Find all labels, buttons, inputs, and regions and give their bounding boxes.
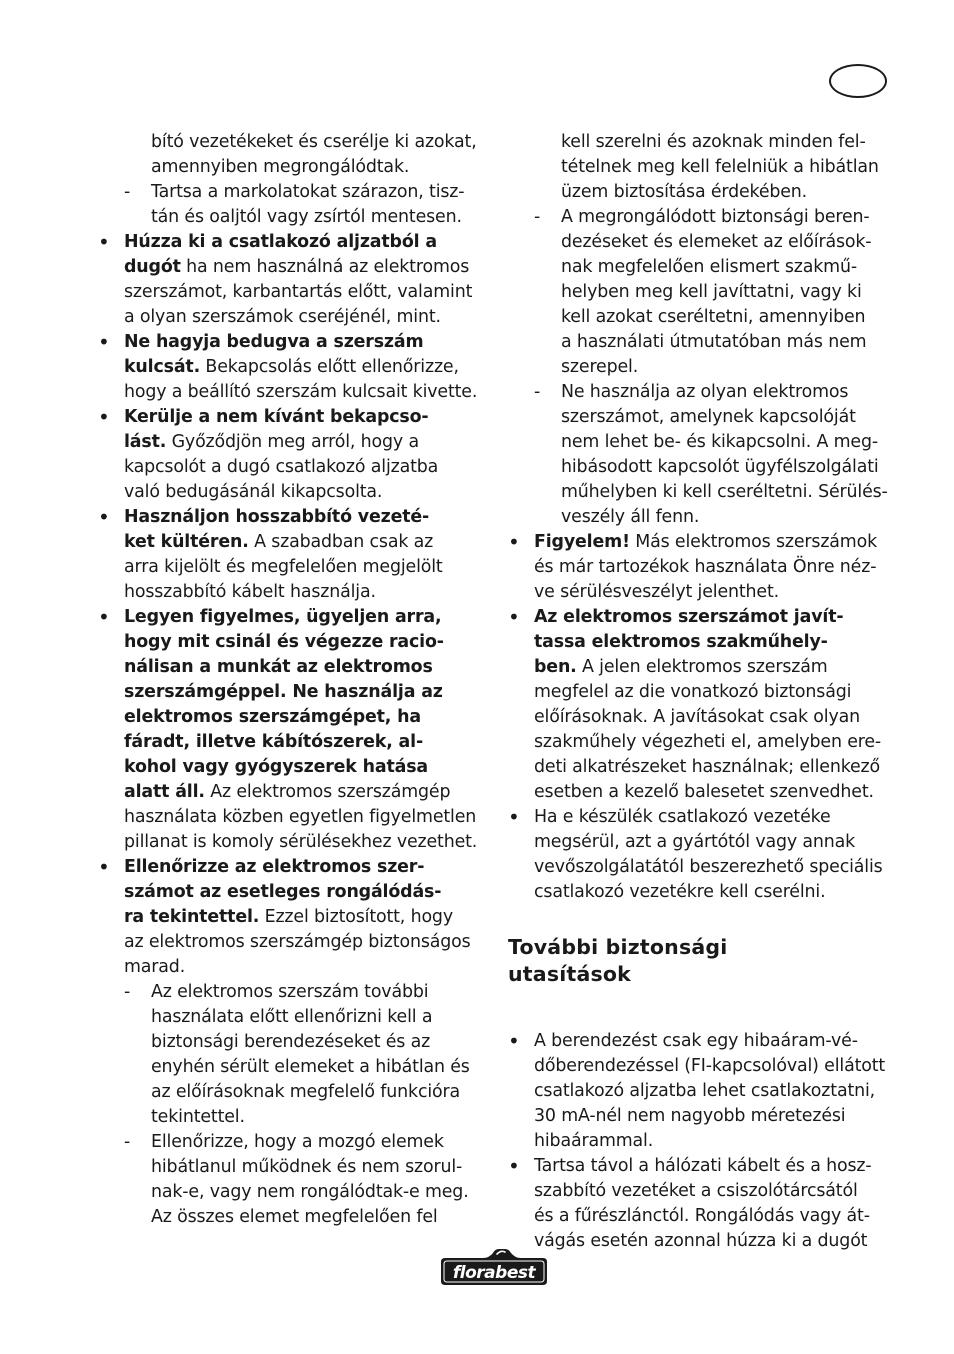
text-run: hosszabbító kábelt használja. [124,582,376,602]
text-line [534,780,898,805]
bullet-item [98,605,490,855]
left-column [98,130,490,1230]
text-run: dezéseket és elemeket az előírások- [561,232,872,252]
dash-marker: - [534,382,541,402]
text-line [561,305,898,330]
text-line [151,1155,490,1180]
dash-marker: - [124,982,131,1002]
bold-run: lást. [124,432,167,452]
text-line [151,1130,490,1155]
text-run: marad. [124,957,186,977]
dash-marker: - [534,207,541,227]
text-run: hibásodott kapcsolót ügyfélszolgálati [561,457,879,477]
text-line [124,780,490,805]
text-run: Ellenőrizze, hogy a mozgó elemek [151,1132,444,1152]
text-run: a használati útmutatóban más nem [561,332,867,352]
text-line [151,130,490,155]
bold-run: Használjon hosszabbító vezeté- [124,507,430,527]
text-line [561,230,898,255]
text-run: Az elektromos szerszám további [151,982,429,1002]
continued-paragraph [508,130,898,205]
text-run: előírásoknak. A javításokat csak olyan [534,707,860,727]
text-line [124,605,490,630]
text-line [124,630,490,655]
text-line [124,580,490,605]
text-run: üzem biztosítása érdekében. [561,182,808,202]
text-run: csatlakozó vezetékre kell cserélni. [534,882,826,902]
text-run: Tartsa a markolatokat szárazon, tisz- [151,182,465,202]
text-run: További biztonsági [508,935,728,959]
florabest-logo [439,1247,551,1287]
bullet-marker: • [508,1029,520,1053]
text-run: A megrongálódott biztonsági beren- [561,207,870,227]
dash-item [98,1130,490,1230]
text-line [534,755,898,780]
text-line [534,1079,898,1104]
bullet-marker: • [98,405,110,429]
text-run: kapcsolót a dugó csatlakozó aljzatba [124,457,439,477]
bold-run: Figyelem! [534,532,630,552]
text-run: Tartsa távol a hálózati kábelt és a hosz- [534,1156,872,1176]
text-line [124,230,490,255]
text-line [124,880,490,905]
text-run: megfelel az die vonatkozó biztonsági [534,682,852,702]
bold-run: ket kültéren. [124,532,249,552]
dash-item [98,980,490,1130]
dash-marker: - [124,1132,131,1152]
text-run: hibaárammal. [534,1131,654,1151]
text-run: használata közben egyetlen figyelmetlen [124,807,477,827]
bullet-item [508,805,898,905]
text-line [534,655,898,680]
bold-run: elektromos szerszámgépet, ha [124,707,421,727]
dash-marker: - [124,182,131,202]
text-line [534,555,898,580]
text-line [561,405,898,430]
text-run: a olyan szerszámok cseréjénél, mint. [124,307,441,327]
text-run: szabbító vezetéket a csiszolótárcsától [534,1181,858,1201]
text-run: pillanat is komoly sérülésekhez vezethet. [124,832,478,852]
text-line [561,280,898,305]
text-line [534,880,898,905]
text-line [124,430,490,455]
text-line [151,1205,490,1230]
text-run: szerepel. [561,357,639,377]
text-run: ve sérülésveszélyt jelenthet. [534,582,780,602]
text-run: veszély áll fenn. [561,507,700,527]
text-line [124,830,490,855]
text-line [124,805,490,830]
bullet-item [98,855,490,980]
text-line [534,1029,898,1054]
text-line [124,555,490,580]
bullet-marker: • [98,855,110,879]
text-run: utasítások [508,962,632,986]
right-column [508,130,898,1254]
text-run: Ezzel biztosított, hogy [259,907,453,927]
text-run: Az összes elemet megfelelően fel [151,1207,438,1227]
text-line [534,605,898,630]
text-run: tán és oaljtól vagy zsírtól mentesen. [151,207,462,227]
text-run: és már tartozékok használata Önre néz- [534,557,877,577]
text-run: és a fűrészlánctól. Rongálódás vagy át- [534,1206,870,1226]
bullet-marker: • [98,330,110,354]
text-run: megsérül, azt a gyártótól vagy annak [534,832,856,852]
text-line [534,855,898,880]
bold-run: Ne hagyja bedugva a szerszám [124,332,424,352]
bold-run: nálisan a munkát az elektromos [124,657,433,677]
text-line [151,1180,490,1205]
bold-run: számot az esetleges rongálódás- [124,882,442,902]
bold-run: kulcsát. [124,357,201,377]
text-run: helyben meg kell javíttatni, vagy ki [561,282,862,302]
text-line [151,205,490,230]
logo-text: florabest [452,1263,536,1283]
text-run: ha nem használná az elektromos [180,257,470,277]
text-line [508,934,898,961]
text-run: A jelen elektromos szerszám [576,657,828,677]
text-line [124,380,490,405]
text-run: 30 mA-nél nem nagyobb méretezési [534,1106,846,1126]
text-line [124,730,490,755]
bullet-marker: • [98,505,110,529]
bullet-marker: • [508,605,520,629]
text-line [124,755,490,780]
text-line [534,1179,898,1204]
text-line [561,380,898,405]
text-run: csatlakozó aljzatba lehet csatlakoztatni, [534,1081,876,1101]
text-run: Győződjön meg arról, hogy a [166,432,419,452]
text-run: hibátlanul működnek és nem szorul- [151,1157,463,1177]
text-line [561,455,898,480]
text-run: A berendezést csak egy hibaáram-vé- [534,1031,858,1051]
text-line [561,205,898,230]
text-line [534,630,898,655]
dash-item [98,180,490,230]
bullet-item [98,505,490,605]
text-line [561,355,898,380]
text-line [151,1005,490,1030]
text-line [561,130,898,155]
section-heading [508,934,898,988]
language-badge [829,64,887,98]
text-run: nak-e, vagy nem rongálódtak-e meg. [151,1182,469,1202]
text-run: amennyiben megrongálódtak. [151,157,410,177]
text-line [534,830,898,855]
text-run: Az elektromos szerszámgép [204,782,451,802]
text-run: esetben a kezelő balesetet szenvedhet. [534,782,874,802]
text-run: arra kijelölt és megfelelően megjelölt [124,557,443,577]
text-line [561,430,898,455]
bold-run: tassa elektromos szakműhely- [534,632,828,652]
text-run: használata előtt ellenőrizni kell a [151,1007,433,1027]
text-run: kell szerelni és azoknak minden fel- [561,132,866,152]
text-run: vágás esetén azonnal húzza ki a dugót [534,1231,868,1251]
text-run: szakműhely végezheti el, amelyben ere- [534,732,882,752]
bullet-marker: • [98,230,110,254]
text-line [534,1204,898,1229]
text-line [534,530,898,555]
text-run: kell azokat cseréltetni, amennyiben [561,307,866,327]
bullet-marker: • [508,530,520,554]
bold-run: Kerülje a nem kívánt bekapcso- [124,407,429,427]
text-line [124,455,490,480]
text-line [124,330,490,355]
bold-run: Az elektromos szerszámot javít- [534,607,844,627]
dash-item [508,205,898,380]
text-line [151,155,490,180]
dash-item [508,380,898,530]
text-line [561,480,898,505]
text-line [124,655,490,680]
text-run: az elektromos szerszámgép biztonságos [124,932,471,952]
bullet-item [508,1154,898,1254]
text-run: biztonsági berendezéseket és az [151,1032,431,1052]
bullet-item [98,230,490,330]
text-run: bító vezetékeket és cserélje ki azokat, [151,132,477,152]
text-run: dőberendezéssel (FI-kapcsolóval) ellátott [534,1056,886,1076]
bold-run: fáradt, illetve kábítószerek, al- [124,732,424,752]
text-line [124,505,490,530]
text-line [124,905,490,930]
text-run: műhelyben ki kell cseréltetni. Sérülés- [561,482,888,502]
text-line [534,805,898,830]
bullet-item [508,605,898,805]
text-line [151,1055,490,1080]
bold-run: szerszámgéppel. Ne használja az [124,682,443,702]
text-line [561,180,898,205]
text-line [124,855,490,880]
text-line [124,705,490,730]
text-line [151,1080,490,1105]
text-line [534,1154,898,1179]
text-line [151,980,490,1005]
text-line [124,355,490,380]
text-line [534,705,898,730]
text-run: Bekapcsolás előtt ellenőrizze, [200,357,459,377]
text-line [561,330,898,355]
text-line [534,1054,898,1079]
text-run: az előírásoknak megfelelő funkcióra [151,1082,461,1102]
bold-run: dugót [124,257,181,277]
text-line [124,680,490,705]
text-run: tételnek meg kell felelniük a hibátlan [561,157,879,177]
text-run: Ne használja az olyan elektromos [561,382,849,402]
bold-run: Legyen figyelmes, ügyeljen arra, [124,607,442,627]
bold-run: alatt áll. [124,782,205,802]
bullet-item [508,530,898,605]
bold-run: Ellenőrizze az elektromos szer- [124,857,425,877]
text-run: enyhén sérült elemeket a hibátlan és [151,1057,470,1077]
text-run: Ha e készülék csatlakozó vezetéke [534,807,831,827]
text-run: való bedugásánál kikapcsolta. [124,482,383,502]
text-line [534,580,898,605]
text-line [124,255,490,280]
text-line [534,1229,898,1254]
bullet-marker: • [508,805,520,829]
bold-run: ra tekintettel. [124,907,260,927]
bullet-item [508,1029,898,1154]
text-line [124,405,490,430]
text-line [561,155,898,180]
bold-run: Húzza ki a csatlakozó aljzatból a [124,232,437,252]
text-line [151,180,490,205]
bullet-marker: • [508,1154,520,1178]
text-line [124,955,490,980]
bullet-marker: • [98,605,110,629]
text-run: tekintettel. [151,1107,245,1127]
text-line [561,505,898,530]
text-run: szerszámot, amelynek kapcsolóját [561,407,856,427]
text-run: szerszámot, karbantartás előtt, valamint [124,282,473,302]
text-line [124,305,490,330]
bullet-item [98,330,490,405]
text-line [534,730,898,755]
text-run: hogy a beállító szerszám kulcsait kivette. [124,382,478,402]
text-line [561,255,898,280]
text-line [534,680,898,705]
text-line [124,280,490,305]
bold-run: hogy mit csinál és végezze racio- [124,632,444,652]
continued-paragraph [98,130,490,180]
text-line [534,1129,898,1154]
text-line [124,480,490,505]
text-line [124,530,490,555]
bullet-item [98,405,490,505]
text-run: A szabadban csak az [248,532,434,552]
text-line [534,1104,898,1129]
bold-run: kohol vagy gyógyszerek hatása [124,757,428,777]
text-line [151,1105,490,1130]
text-run: vevőszolgálatától beszerezhető speciális [534,857,883,877]
text-run: Más elektromos szerszámok [629,532,877,552]
text-line [124,930,490,955]
text-run: deti alkatrészeket használnak; ellenkező [534,757,881,777]
text-run: nak megfelelően elismert szakmű- [561,257,857,277]
bold-run: ben. [534,657,577,677]
text-line [151,1030,490,1055]
text-run: nem lehet be- és kikapcsolni. A meg- [561,432,878,452]
text-line [508,961,898,988]
